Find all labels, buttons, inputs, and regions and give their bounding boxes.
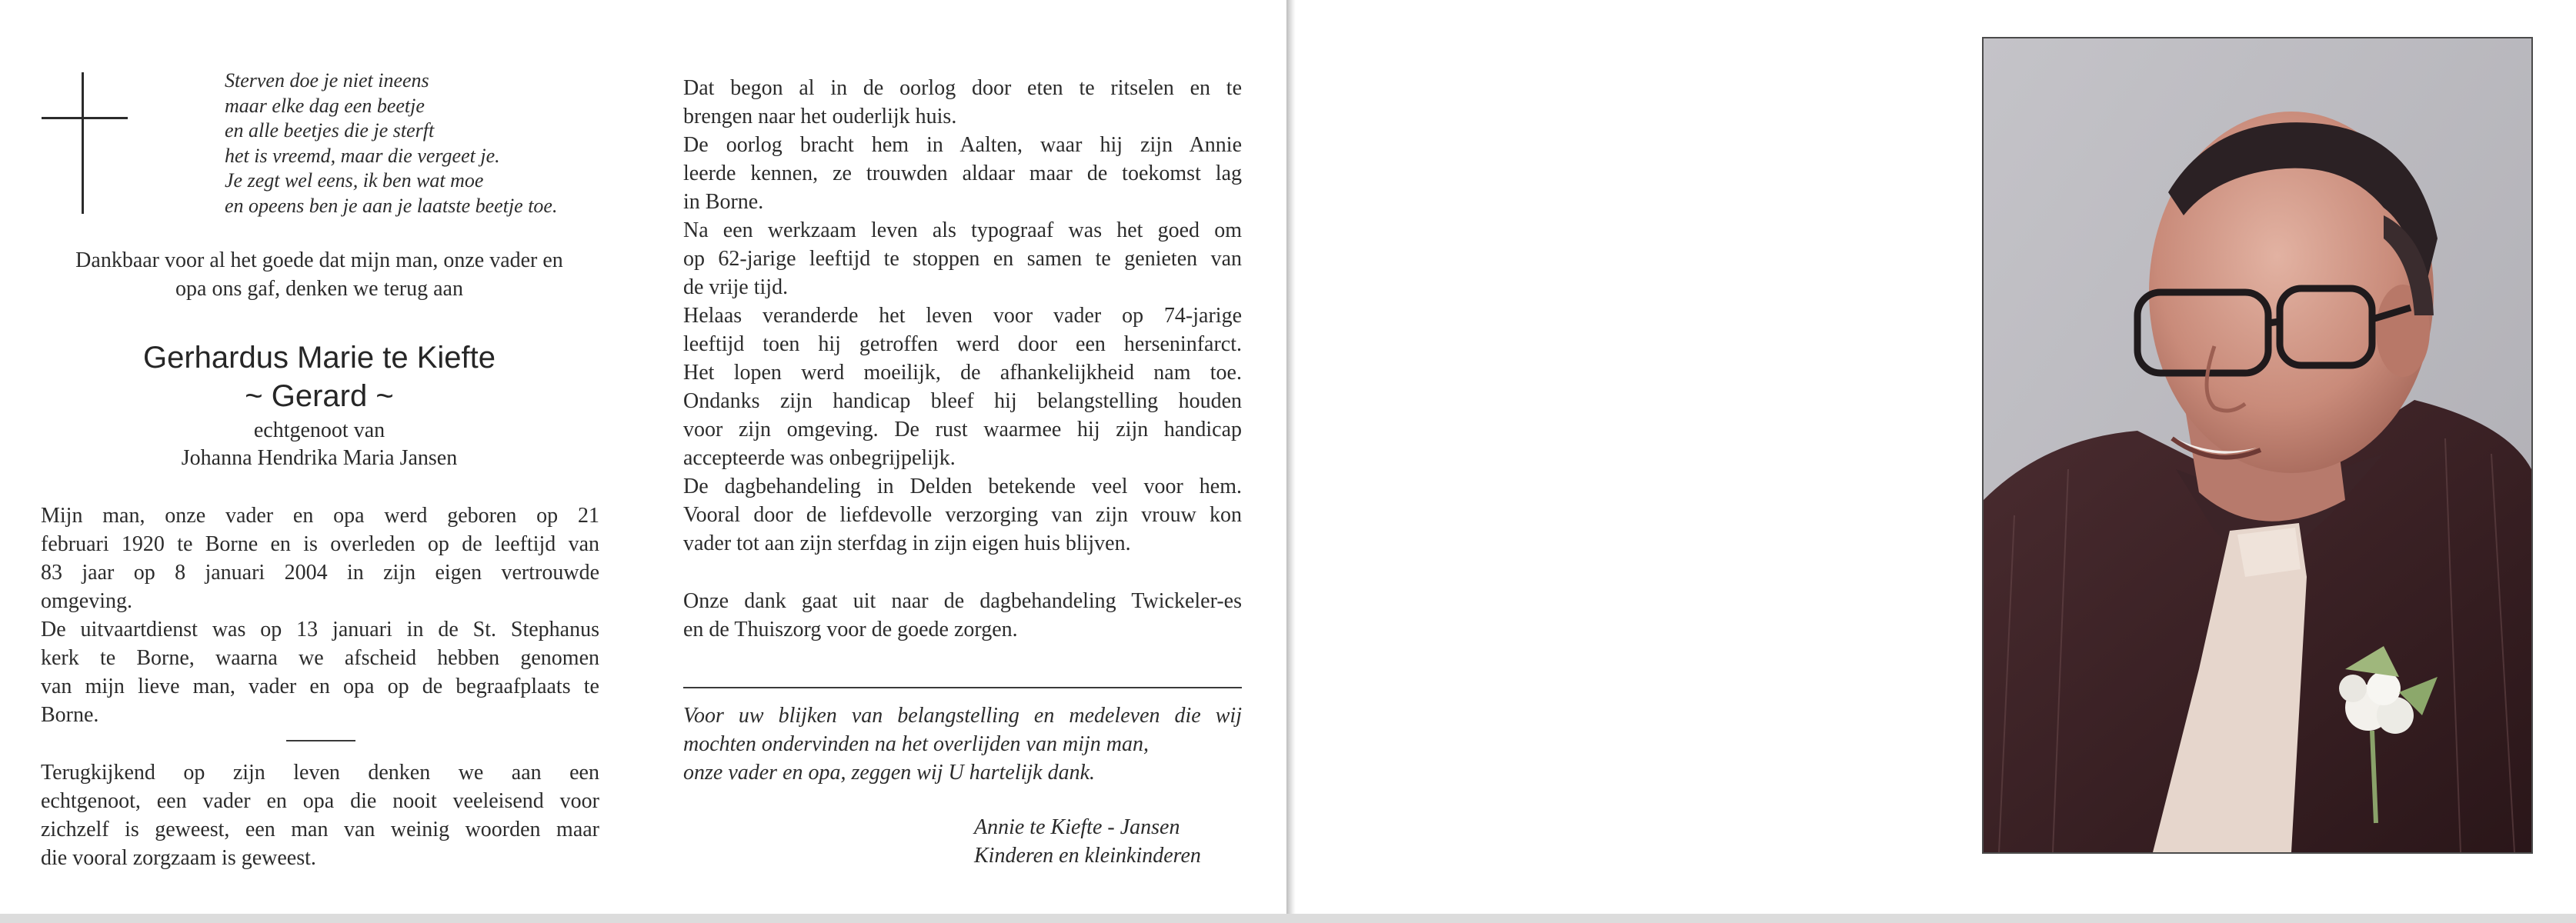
biography-line: Mijn man, onze vader en opa werd geboren op 21 [41, 504, 599, 528]
life-story-line: accepteerde was onbegrijpelijk. [683, 446, 956, 470]
deceased-full-name: Gerhardus Marie te Kiefte [143, 341, 496, 375]
biography-line: van mijn lieve man, vader en opa op de begraafplaats te [41, 675, 599, 698]
life-story-line: leerde kennen, ze trouwden aldaar maar de toekomst lag [683, 162, 1242, 185]
biography [41, 501, 599, 729]
poem-line: Sterven doe je niet ineens [225, 69, 429, 92]
biography-line: Borne. [41, 703, 99, 727]
signature-line: Annie te Kiefte - Jansen [974, 815, 1180, 839]
deceased-block [31, 338, 608, 472]
section-divider [286, 740, 355, 741]
reflection-line: zichzelf is geweest, een man van weinig woorden maar [41, 818, 599, 841]
portrait-photo [1982, 37, 2533, 854]
life-story-line: Helaas veranderde het leven voor vader op 74-jarige [683, 304, 1242, 328]
life-story-line: leeftijd toen hij getroffen werd door een herseninfarct. [683, 332, 1242, 356]
biography-line: 83 jaar op 8 januari 2004 in zijn eigen vertrouwde [41, 561, 599, 585]
reflection [41, 758, 599, 872]
signature [974, 813, 1201, 870]
card-fold [1286, 0, 1296, 914]
deceased-nickname: ~ Gerard ~ [245, 379, 394, 413]
life-story-line: Vooral door de liefdevolle verzorging van zijn vrouw kon [683, 503, 1242, 527]
thanks-line: Voor uw blijken van belangstelling en medeleven die wij [683, 704, 1242, 728]
reflection-line: Terugkijkend op zijn leven denken we aan een [41, 761, 599, 785]
gratitude-line: Onze dank gaat uit naar de dagbehandeling Twickeler-es [683, 589, 1242, 613]
biography-line: De uitvaartdienst was op 13 januari in de St. Stephanus [41, 618, 599, 641]
spouse-label: echtgenoot van [253, 418, 385, 442]
biography-line: kerk te Borne, waarna we afscheid hebben genomen [41, 646, 599, 670]
life-story-line: Ondanks zijn handicap bleef hij belangstelling houden [683, 389, 1242, 413]
life-story-line: voor zijn omgeving. De rust waarmee hij zijn handicap [683, 418, 1242, 442]
thanks-line: mochten ondervinden na het overlijden van mijn man, [683, 732, 1149, 756]
intro-text [31, 246, 608, 303]
life-story [683, 74, 1242, 558]
life-story-line: Na een werkzaam leven als typograaf was het goed om [683, 218, 1242, 242]
spouse-name: Johanna Hendrika Maria Jansen [181, 446, 458, 470]
reflection-line: die vooral zorgzaam is geweest. [41, 846, 316, 870]
poem-line: en alle beetjes die je sterft [225, 119, 435, 142]
life-story-line: vader tot aan zijn sterfdag in zijn eigen huis blijven. [683, 531, 1131, 555]
life-story-line: de vrije tijd. [683, 275, 789, 299]
life-story-line: De dagbehandeling in Delden betekende veel voor hem. [683, 475, 1242, 498]
gratitude-line: en de Thuiszorg voor de goede zorgen. [683, 618, 1018, 641]
poem-line: het is vreemd, maar die vergeet je. [225, 144, 500, 167]
life-story-line: brengen naar het ouderlijk huis. [683, 105, 957, 128]
signature-line: Kinderen en kleinkinderen [974, 844, 1201, 868]
reflection-line: echtgenoot, een vader en opa die nooit veeleisend voor [41, 789, 599, 813]
life-story-line: in Borne. [683, 190, 764, 214]
life-story-line: Het lopen werd moeilijk, de afhankelijkheid nam toe. [683, 361, 1242, 385]
life-story-line: De oorlog bracht hem in Aalten, waar hij zijn Annie [683, 133, 1242, 157]
poem-line: en opeens ben je aan je laatste beetje toe. [225, 194, 558, 217]
poem-line: Je zegt wel eens, ik ben wat moe [225, 169, 484, 192]
intro-line: Dankbaar voor al het goede dat mijn man, onze vader en [75, 248, 563, 272]
biography-line: omgeving. [41, 589, 132, 613]
thanks-note [683, 701, 1242, 787]
biography-line: februari 1920 te Borne en is overleden op de leeftijd van [41, 532, 599, 556]
scan-edge [0, 914, 2576, 923]
poem [225, 68, 557, 218]
poem-line: maar elke dag een beetje [225, 94, 425, 117]
life-story-line: op 62-jarige leeftijd te stoppen en samen te genieten van [683, 247, 1242, 271]
section-divider [683, 687, 1242, 688]
intro-line: opa ons gaf, denken we terug aan [175, 277, 463, 301]
gratitude [683, 587, 1242, 644]
life-story-line: Dat begon al in de oorlog door eten te ritselen en te [683, 76, 1242, 100]
thanks-line: onze vader en opa, zeggen wij U hartelijk dank. [683, 761, 1096, 785]
